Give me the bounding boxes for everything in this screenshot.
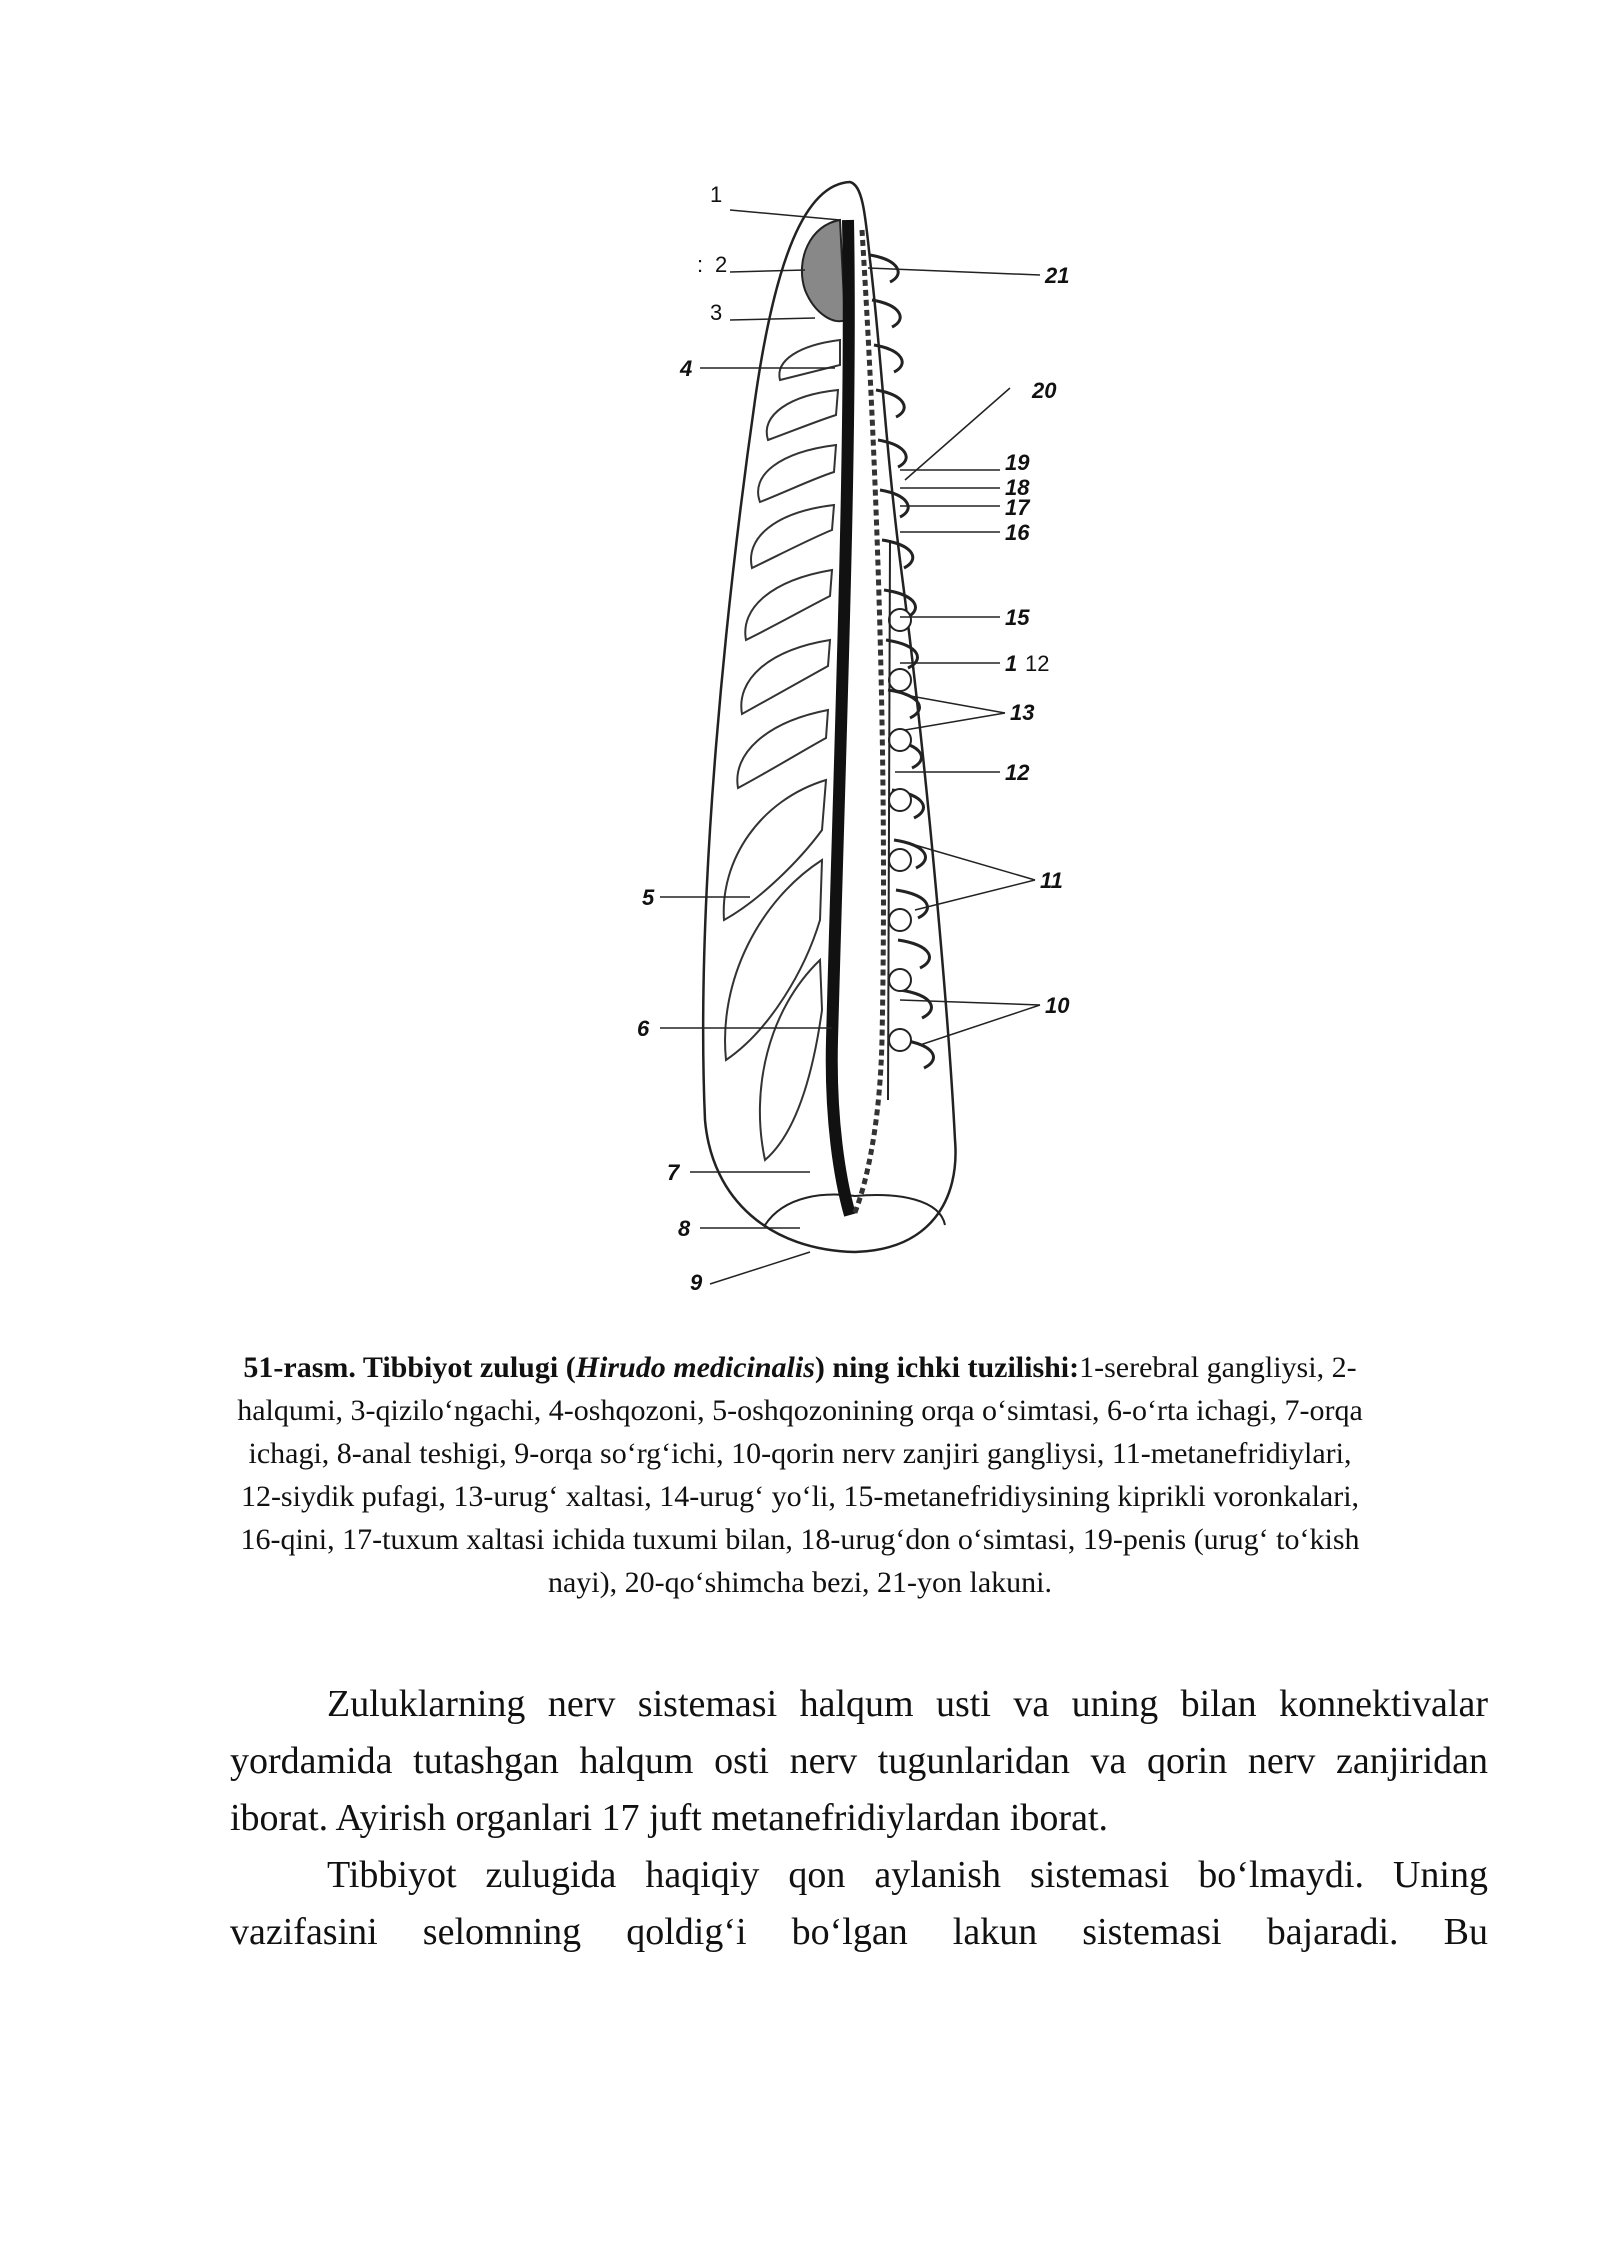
label-21: 21: [1045, 263, 1070, 288]
paragraph-2: Tibbiyot zulugida haqiqiy qon aylanish sistemasi bo‘lmaydi. Uning vazifasini selomning qoldig‘i bo‘lgan lakun sistemasi bajaradi. Bu: [230, 1854, 1488, 1953]
caption-species: Hirudo medicinalis: [575, 1351, 815, 1384]
label-10: 10: [1045, 993, 1070, 1018]
caption-lead-end: ) ning ichki tuzilishi:: [814, 1351, 1080, 1384]
label-2: 2: [715, 252, 728, 277]
label-4: 4: [680, 356, 693, 381]
caption-lead: 51-rasm. Tibbiyot zulugi (: [243, 1351, 576, 1384]
label-9: 9: [690, 1270, 703, 1295]
label-12-upright: 12: [1025, 651, 1050, 676]
label-3: 3: [710, 300, 723, 325]
sperm-duct: [888, 540, 890, 1100]
nerve-cord: [832, 220, 850, 1215]
leech-diagram: [600, 140, 1160, 1300]
label-7: 7: [667, 1160, 680, 1185]
label-1: 1: [710, 182, 723, 207]
pharynx-shape: [802, 220, 845, 321]
label-14: 1: [1005, 651, 1018, 676]
testis-sacs: [889, 609, 911, 1051]
label-2-mark: :: [697, 252, 704, 277]
stomach-caeca: [724, 340, 840, 1160]
label-18: 18: [1005, 475, 1030, 500]
label-8: 8: [678, 1216, 691, 1241]
lateral-lacuna: [854, 230, 884, 1215]
figure-caption: [230, 1346, 1370, 1604]
caption-text: 1-serebral gangliysi, 2-halqumi, 3-qizilo‘ngachi, 4-oshqozoni, 5-oshqozonining orqa o‘simtasi, 6-o‘rta ichagi, 7-orqa ichagi, 8-anal teshigi, 9-orqa so‘rg‘ichi, 10-qorin nerv zanjiri gangliysi, 11-metanefridiylari, 12-siydik pufagi, 13-urug‘ xaltasi, 14-urug‘ yo‘li, 15-metanefridiysining kiprikli voronkalari, 16-qini, 17-tuxum xaltasi ichida tuxumi bilan, 18-urug‘don o‘simtasi, 19-penis (urug‘ to‘kish nayi), 20-qo‘shimcha bezi, 21-yon lakuni.: [237, 1351, 1363, 1599]
label-12: 12: [1005, 760, 1030, 785]
leech-anatomy-figure: [600, 140, 1160, 1300]
label-6: 6: [637, 1016, 650, 1041]
label-17: 17: [1005, 495, 1030, 520]
label-5: 5: [642, 885, 655, 910]
body-text: [230, 1676, 1488, 1961]
label-16: 16: [1005, 520, 1030, 545]
paragraph-1: Zuluklarning nerv sistemasi halqum usti va uning bilan konnektivalar yordamida tutashgan halqum osti nerv tugunlaridan va qorin nerv zanjiridan iborat. Ayirish organlari 17 juft metanefridiylardan iborat.: [230, 1683, 1488, 1839]
label-19: 19: [1005, 450, 1030, 475]
label-20: 20: [1032, 378, 1057, 403]
label-13: 13: [1010, 700, 1035, 725]
label-15: 15: [1005, 605, 1030, 630]
label-11: 11: [1040, 868, 1063, 893]
